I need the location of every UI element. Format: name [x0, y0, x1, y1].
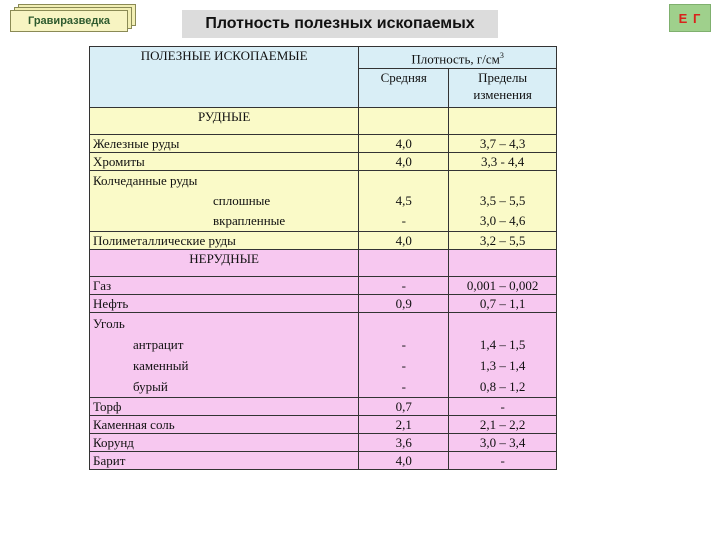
table-row: [90, 232, 557, 250]
table-row: [90, 295, 557, 313]
section-title-nonore: НЕРУДНЫЕ: [90, 250, 359, 277]
row-name: Газ: [90, 277, 359, 295]
header-density: Плотность, $г/см^3$: [359, 47, 557, 69]
header-average: Средняя: [359, 68, 449, 107]
row-avg: -: [359, 277, 449, 295]
row-name: Каменная соль: [90, 416, 359, 434]
row-name: Корунд: [90, 434, 359, 452]
table-row: [90, 153, 557, 171]
header-minerals: ПОЛЕЗНЫЕ ИСКОПАЕМЫЕ: [90, 47, 359, 108]
row-range: 1,4 – 1,5 1,3 – 1,4 0,8 – 1,2: [449, 313, 557, 398]
table-row-pyrite: [90, 171, 557, 232]
row-range: 3,5 – 5,5 3,0 – 4,6: [449, 171, 557, 232]
row-name: Барит: [90, 452, 359, 470]
gravity-survey-tab[interactable]: [10, 4, 136, 34]
row-avg: 4,0: [359, 232, 449, 250]
section-row-nonore: [90, 250, 557, 277]
row-avg: 3,6: [359, 434, 449, 452]
density-table: [89, 46, 557, 470]
row-name: Хромиты: [90, 153, 359, 171]
row-name: Полиметаллические руды: [90, 232, 359, 250]
row-name: Железные руды: [90, 135, 359, 153]
row-range: 2,1 – 2,2: [449, 416, 557, 434]
section-row-ore: [90, 108, 557, 135]
row-range: -: [449, 452, 557, 470]
row-avg: 4,5 -: [359, 171, 449, 232]
row-name: Колчеданные руды сплошные вкрапленные: [90, 171, 359, 232]
row-name: Нефть: [90, 295, 359, 313]
row-range: 3,0 – 3,4: [449, 434, 557, 452]
header-range: Пределы изменения: [449, 68, 557, 107]
table-row: [90, 398, 557, 416]
table-row: [90, 452, 557, 470]
table-row: [90, 434, 557, 452]
page-title: Плотность полезных ископаемых: [182, 10, 498, 38]
row-range: 3,2 – 5,5: [449, 232, 557, 250]
row-name: Торф: [90, 398, 359, 416]
row-avg: - - -: [359, 313, 449, 398]
row-avg: 0,9: [359, 295, 449, 313]
row-avg: 4,0: [359, 153, 449, 171]
table-header-row: [90, 47, 557, 69]
row-name: Уголь антрацит каменный бурый: [90, 313, 359, 398]
row-range: 0,001 – 0,002: [449, 277, 557, 295]
row-range: 0,7 – 1,1: [449, 295, 557, 313]
eg-nav-button[interactable]: Е Г: [669, 4, 711, 32]
row-range: -: [449, 398, 557, 416]
row-avg: 2,1: [359, 416, 449, 434]
section-title-ore: РУДНЫЕ: [90, 108, 359, 135]
row-range: 3,7 – 4,3: [449, 135, 557, 153]
table-row: [90, 416, 557, 434]
table-row: [90, 277, 557, 295]
row-avg: 0,7: [359, 398, 449, 416]
row-avg: 4,0: [359, 135, 449, 153]
row-range: 3,3 - 4,4: [449, 153, 557, 171]
row-avg: 4,0: [359, 452, 449, 470]
table-row: [90, 135, 557, 153]
table-row-coal: [90, 313, 557, 398]
tab-label: Гравиразведка: [10, 10, 128, 32]
